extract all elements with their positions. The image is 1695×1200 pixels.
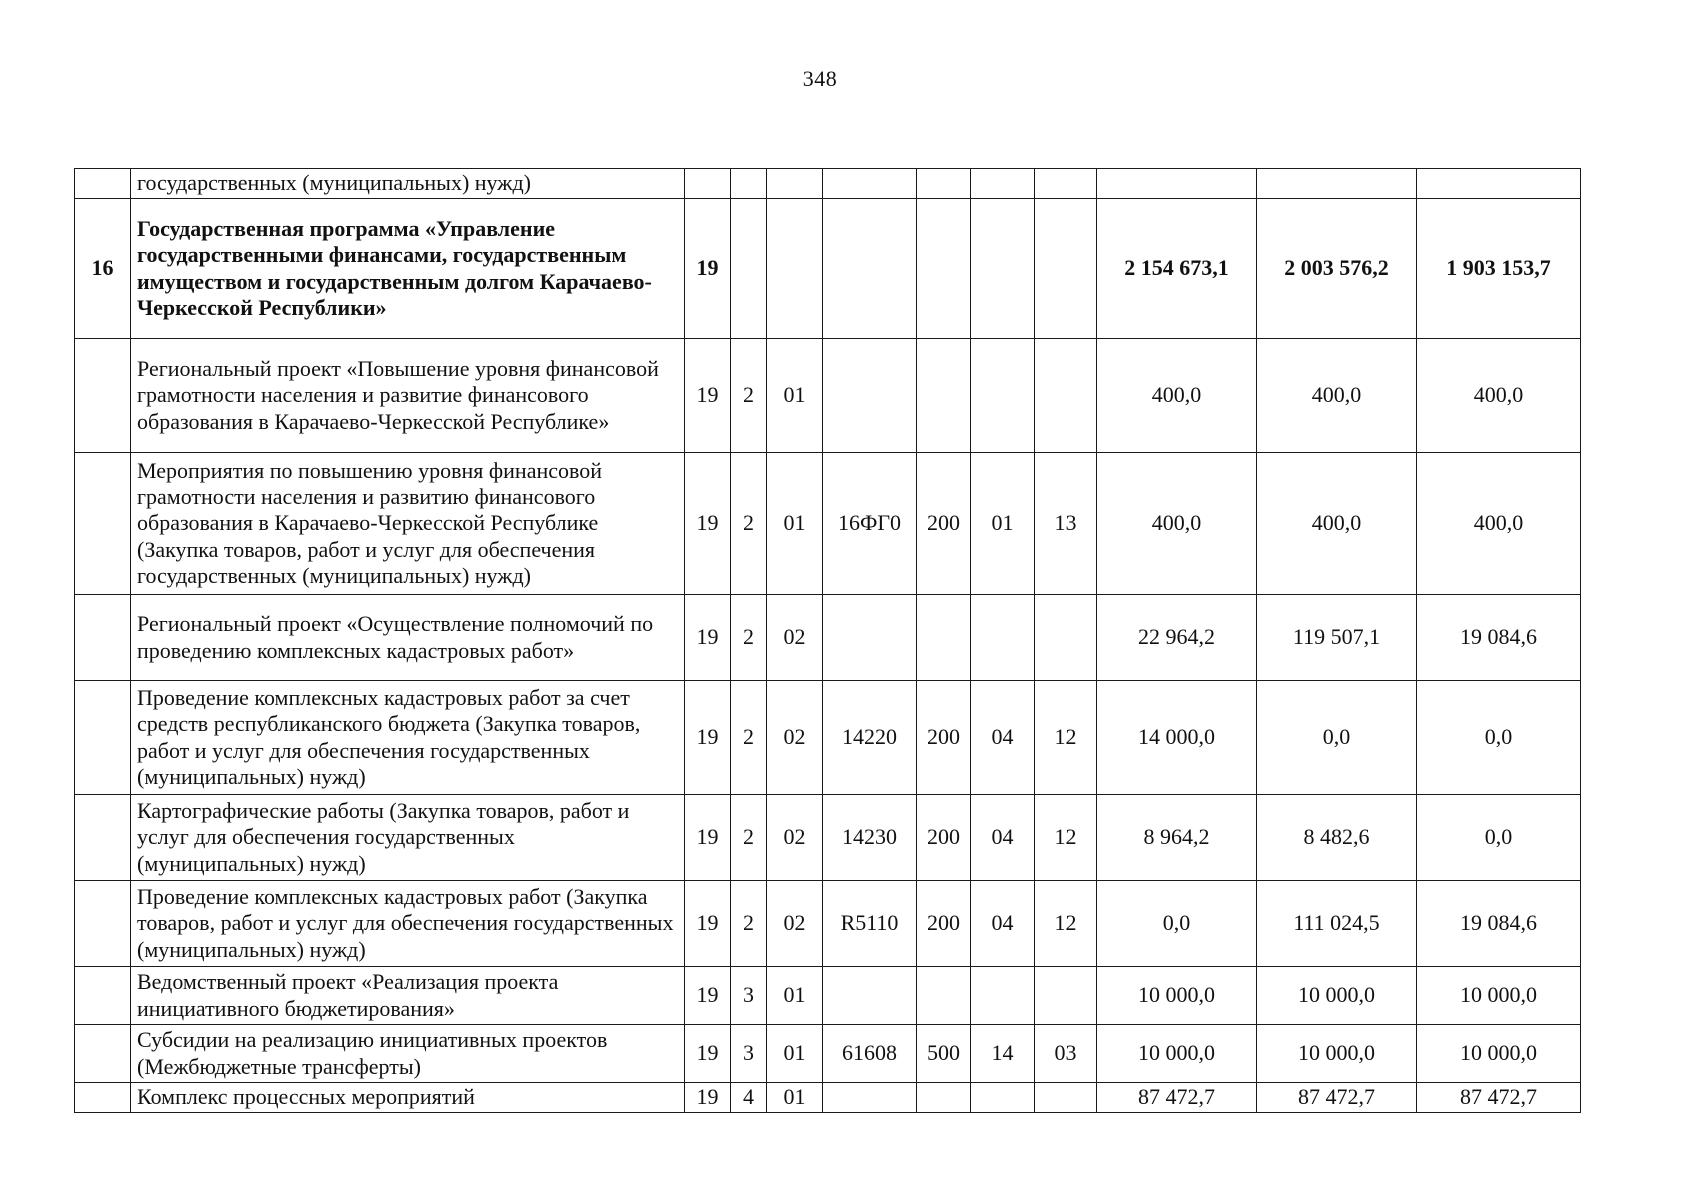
code-subsection: 13 xyxy=(1035,453,1097,595)
code-project xyxy=(767,199,823,339)
code-direction: 14220 xyxy=(823,681,917,795)
code-section: 01 xyxy=(971,453,1035,595)
code-subsection xyxy=(1035,595,1097,681)
amount-year-1: 10 000,0 xyxy=(1097,1025,1257,1083)
code-project xyxy=(767,169,823,199)
code-section xyxy=(971,595,1035,681)
code-expense-type: 200 xyxy=(917,681,971,795)
code-direction: 61608 xyxy=(823,1025,917,1083)
amount-year-2: 10 000,0 xyxy=(1257,967,1417,1025)
code-direction xyxy=(823,169,917,199)
amount-year-1: 2 154 673,1 xyxy=(1097,199,1257,339)
code-expense-type: 500 xyxy=(917,1025,971,1083)
table-row xyxy=(75,795,1581,881)
code-project: 02 xyxy=(767,795,823,881)
code-subsection: 12 xyxy=(1035,795,1097,881)
amount-year-2: 111 024,5 xyxy=(1257,881,1417,967)
code-section xyxy=(971,967,1035,1025)
table-row xyxy=(75,595,1581,681)
page-number: 348 xyxy=(802,66,838,91)
amount-year-1: 0,0 xyxy=(1097,881,1257,967)
row-number xyxy=(75,595,131,681)
code-section: 04 xyxy=(971,681,1035,795)
code-program: 19 xyxy=(685,681,731,795)
code-project: 02 xyxy=(767,681,823,795)
code-project: 01 xyxy=(767,453,823,595)
code-subprogram: 2 xyxy=(731,881,767,967)
table-row xyxy=(75,681,1581,795)
code-direction: R5110 xyxy=(823,881,917,967)
row-name: Государственная программа «Управление государственными финансами, государственным имуществом и государственным долгом Карачаево-Черкесской Республики» xyxy=(131,199,685,339)
row-name: Субсидии на реализацию инициативных проектов (Межбюджетные трансферты) xyxy=(131,1025,685,1083)
code-program: 19 xyxy=(685,199,731,339)
code-section xyxy=(971,1083,1035,1113)
amount-year-3: 10 000,0 xyxy=(1417,967,1581,1025)
table-row xyxy=(75,199,1581,339)
amount-year-1 xyxy=(1097,169,1257,199)
code-expense-type: 200 xyxy=(917,881,971,967)
table-row xyxy=(75,881,1581,967)
code-subprogram: 2 xyxy=(731,681,767,795)
code-section xyxy=(971,169,1035,199)
row-number xyxy=(75,453,131,595)
amount-year-2 xyxy=(1257,169,1417,199)
code-subsection xyxy=(1035,967,1097,1025)
code-program: 19 xyxy=(685,339,731,453)
row-number xyxy=(75,795,131,881)
code-expense-type xyxy=(917,595,971,681)
code-program: 19 xyxy=(685,881,731,967)
amount-year-3: 1 903 153,7 xyxy=(1417,199,1581,339)
row-name: Региональный проект «Повышение уровня финансовой грамотности населения и развитие финансового образования в Карачаево-Черкесской Республике» xyxy=(131,339,685,453)
amount-year-1: 400,0 xyxy=(1097,339,1257,453)
row-name: Ведомственный проект «Реализация проекта инициативного бюджетирования» xyxy=(131,967,685,1025)
code-program xyxy=(685,169,731,199)
row-number xyxy=(75,1025,131,1083)
code-expense-type: 200 xyxy=(917,453,971,595)
table-row xyxy=(75,169,1581,199)
code-section: 04 xyxy=(971,795,1035,881)
code-program: 19 xyxy=(685,453,731,595)
code-subsection: 12 xyxy=(1035,881,1097,967)
budget-table xyxy=(74,168,1581,1113)
code-subprogram: 2 xyxy=(731,339,767,453)
code-section xyxy=(971,339,1035,453)
amount-year-3: 0,0 xyxy=(1417,681,1581,795)
amount-year-3: 87 472,7 xyxy=(1417,1083,1581,1113)
amount-year-1: 8 964,2 xyxy=(1097,795,1257,881)
row-name: Региональный проект «Осуществление полномочий по проведению комплексных кадастровых работ» xyxy=(131,595,685,681)
code-expense-type xyxy=(917,339,971,453)
amount-year-2: 400,0 xyxy=(1257,339,1417,453)
amount-year-1: 87 472,7 xyxy=(1097,1083,1257,1113)
code-subsection xyxy=(1035,339,1097,453)
amount-year-1: 14 000,0 xyxy=(1097,681,1257,795)
row-number xyxy=(75,967,131,1025)
row-name: Проведение комплексных кадастровых работ за счет средств республиканского бюджета (Закупка товаров, работ и услуг для обеспечения государственных (муниципальных) нужд) xyxy=(131,681,685,795)
code-direction xyxy=(823,595,917,681)
code-direction xyxy=(823,967,917,1025)
amount-year-3: 19 084,6 xyxy=(1417,595,1581,681)
code-subprogram: 2 xyxy=(731,795,767,881)
code-project: 01 xyxy=(767,1025,823,1083)
table-row xyxy=(75,1025,1581,1083)
amount-year-3: 0,0 xyxy=(1417,795,1581,881)
code-project: 01 xyxy=(767,967,823,1025)
table-row xyxy=(75,967,1581,1025)
code-expense-type xyxy=(917,1083,971,1113)
row-number: 16 xyxy=(75,199,131,339)
code-subprogram xyxy=(731,169,767,199)
code-direction: 16ФГ0 xyxy=(823,453,917,595)
row-name: Комплекс процессных мероприятий xyxy=(131,1083,685,1113)
code-expense-type xyxy=(917,199,971,339)
row-name: Проведение комплексных кадастровых работ (Закупка товаров, работ и услуг для обеспечения государственных (муниципальных) нужд) xyxy=(131,881,685,967)
code-subprogram: 3 xyxy=(731,967,767,1025)
code-subsection xyxy=(1035,169,1097,199)
amount-year-2: 8 482,6 xyxy=(1257,795,1417,881)
row-number xyxy=(75,169,131,199)
code-expense-type xyxy=(917,967,971,1025)
table-row xyxy=(75,339,1581,453)
row-number xyxy=(75,881,131,967)
row-number xyxy=(75,339,131,453)
amount-year-1: 22 964,2 xyxy=(1097,595,1257,681)
code-section: 14 xyxy=(971,1025,1035,1083)
code-expense-type xyxy=(917,169,971,199)
code-program: 19 xyxy=(685,1083,731,1113)
code-expense-type: 200 xyxy=(917,795,971,881)
amount-year-2: 0,0 xyxy=(1257,681,1417,795)
code-direction: 14230 xyxy=(823,795,917,881)
amount-year-3: 19 084,6 xyxy=(1417,881,1581,967)
code-section: 04 xyxy=(971,881,1035,967)
code-subsection: 03 xyxy=(1035,1025,1097,1083)
code-subsection: 12 xyxy=(1035,681,1097,795)
amount-year-2: 2 003 576,2 xyxy=(1257,199,1417,339)
amount-year-3: 400,0 xyxy=(1417,339,1581,453)
code-subsection xyxy=(1035,199,1097,339)
row-name: государственных (муниципальных) нужд) xyxy=(131,169,685,199)
code-subsection xyxy=(1035,1083,1097,1113)
code-project: 01 xyxy=(767,1083,823,1113)
amount-year-3: 400,0 xyxy=(1417,453,1581,595)
table-row xyxy=(75,1083,1581,1113)
code-direction xyxy=(823,1083,917,1113)
amount-year-3 xyxy=(1417,169,1581,199)
amount-year-2: 119 507,1 xyxy=(1257,595,1417,681)
code-section xyxy=(971,199,1035,339)
code-program: 19 xyxy=(685,1025,731,1083)
code-subprogram: 2 xyxy=(731,453,767,595)
amount-year-1: 400,0 xyxy=(1097,453,1257,595)
amount-year-3: 10 000,0 xyxy=(1417,1025,1581,1083)
code-subprogram xyxy=(731,199,767,339)
code-subprogram: 4 xyxy=(731,1083,767,1113)
row-name: Мероприятия по повышению уровня финансовой грамотности населения и развитию финансового образования в Карачаево-Черкесской Республике (Закупка товаров, работ и услуг для обеспечения государственных (муниципальных) нужд) xyxy=(131,453,685,595)
code-direction xyxy=(823,339,917,453)
amount-year-2: 87 472,7 xyxy=(1257,1083,1417,1113)
row-number xyxy=(75,681,131,795)
amount-year-2: 10 000,0 xyxy=(1257,1025,1417,1083)
table-row xyxy=(75,453,1581,595)
code-program: 19 xyxy=(685,967,731,1025)
amount-year-2: 400,0 xyxy=(1257,453,1417,595)
code-project: 02 xyxy=(767,881,823,967)
code-direction xyxy=(823,199,917,339)
row-name: Картографические работы (Закупка товаров, работ и услуг для обеспечения государственных (муниципальных) нужд) xyxy=(131,795,685,881)
code-program: 19 xyxy=(685,595,731,681)
code-subprogram: 3 xyxy=(731,1025,767,1083)
code-subprogram: 2 xyxy=(731,595,767,681)
amount-year-1: 10 000,0 xyxy=(1097,967,1257,1025)
code-program: 19 xyxy=(685,795,731,881)
row-number xyxy=(75,1083,131,1113)
code-project: 01 xyxy=(767,339,823,453)
code-project: 02 xyxy=(767,595,823,681)
